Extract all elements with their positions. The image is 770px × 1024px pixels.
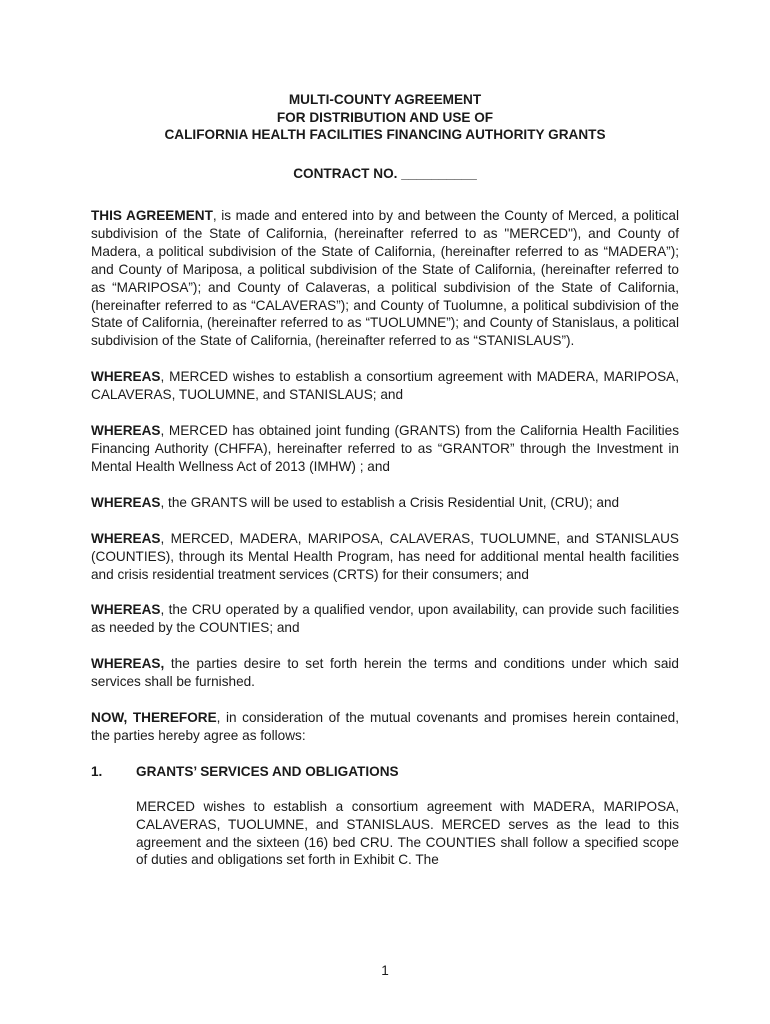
contract-number: CONTRACT NO. __________ bbox=[293, 166, 477, 181]
whereas-paragraph bbox=[91, 601, 679, 637]
whereas-lead: WHEREAS bbox=[91, 494, 161, 510]
whereas-lead: WHEREAS bbox=[91, 530, 161, 546]
whereas-text: , the GRANTS will be used to establish a Crisis Residential Unit, (CRU); and bbox=[160, 494, 620, 510]
whereas-paragraph bbox=[91, 530, 679, 584]
document-title bbox=[90, 91, 680, 144]
now-therefore-paragraph bbox=[91, 709, 679, 745]
intro-text: , is made and entered into by and between the County of Merced, a political subdivision of the State of California, (hereinafter referred to as "MERCED"), and County of Madera, a political subdivision of the State of California, (hereinafter referred to as “MADERA”); and County of Mariposa, a political subdivision of the State of California, (hereinafter referred to as “MARIPOSA”); and County of Calaveras, a political subdivision of the State of California, (hereinafter referred to as “CALAVERAS”); and County of Tuolumne, a political subdivision of the State of California, (hereinafter referred to as “TUOLUMNE”); and County of Stanislaus, a political subdivision of the State of California, (hereinafter referred to as “STANISLAUS”). bbox=[91, 208, 679, 349]
section-1-number: 1. bbox=[91, 763, 103, 779]
whereas-text: , MERCED wishes to establish a consortium agreement with MADERA, MARIPOSA, CALAVERAS, TUOLUMNE, and STANISLAUS; and bbox=[91, 369, 679, 403]
section-1-paragraph: MERCED wishes to establish a consortium agreement with MADERA, MARIPOSA, CALAVERAS, TUOLUMNE, and STANISLAUS. MERCED serves as the lead to this agreement and the sixteen (16) bed CRU. The COUNTIES shall follow a specified scope of duties and obligations set forth in Exhibit C. The bbox=[136, 798, 679, 868]
title-line-2: FOR DISTRIBUTION AND USE OF bbox=[276, 109, 494, 125]
title-line-1: MULTI-COUNTY AGREEMENT bbox=[288, 92, 482, 107]
whereas-text: , MERCED, MADERA, MARIPOSA, CALAVERAS, TUOLUMNE, and STANISLAUS (COUNTIES), through its Mental Health Program, has need for additional mental health facilities and crisis residential treatment services (CRTS) for their consumers; and bbox=[91, 530, 679, 582]
whereas-lead: WHEREAS bbox=[91, 602, 161, 618]
intro-paragraph bbox=[91, 207, 679, 350]
page-number: 1 bbox=[381, 963, 389, 978]
whereas-paragraph bbox=[91, 494, 679, 512]
whereas-paragraph bbox=[91, 368, 679, 404]
section-1-heading bbox=[91, 763, 679, 781]
whereas-text: the parties desire to set forth herein the terms and conditions under which said services shall be furnished. bbox=[91, 656, 679, 690]
whereas-text: , MERCED has obtained joint funding (GRANTS) from the California Health Facilities Financing Authority (CHFFA), hereinafter referred to as “GRANTOR” through the Investment in Mental Health Wellness Act of 2013 (IMHW) ; and bbox=[91, 423, 679, 474]
section-1-title: GRANTS’ SERVICES AND OBLIGATIONS bbox=[136, 763, 399, 779]
now-therefore-text: , in consideration of the mutual covenants and promises herein contained, the parties hereby agree as follows: bbox=[91, 710, 680, 743]
whereas-lead: WHEREAS bbox=[91, 369, 161, 385]
agreement-body bbox=[91, 207, 679, 887]
whereas-text: , the CRU operated by a qualified vendor, upon availability, can provide such facilities as needed by the COUNTIES; and bbox=[91, 602, 679, 636]
intro-lead: THIS AGREEMENT bbox=[91, 208, 213, 223]
title-line-3: CALIFORNIA HEALTH FACILITIES FINANCING AUTHORITY GRANTS bbox=[164, 127, 606, 142]
whereas-lead: WHEREAS bbox=[91, 423, 161, 439]
whereas-paragraph bbox=[91, 655, 679, 691]
whereas-paragraph bbox=[91, 422, 679, 476]
now-therefore-lead: NOW, THEREFORE bbox=[91, 710, 217, 726]
whereas-lead: WHEREAS, bbox=[91, 656, 165, 672]
